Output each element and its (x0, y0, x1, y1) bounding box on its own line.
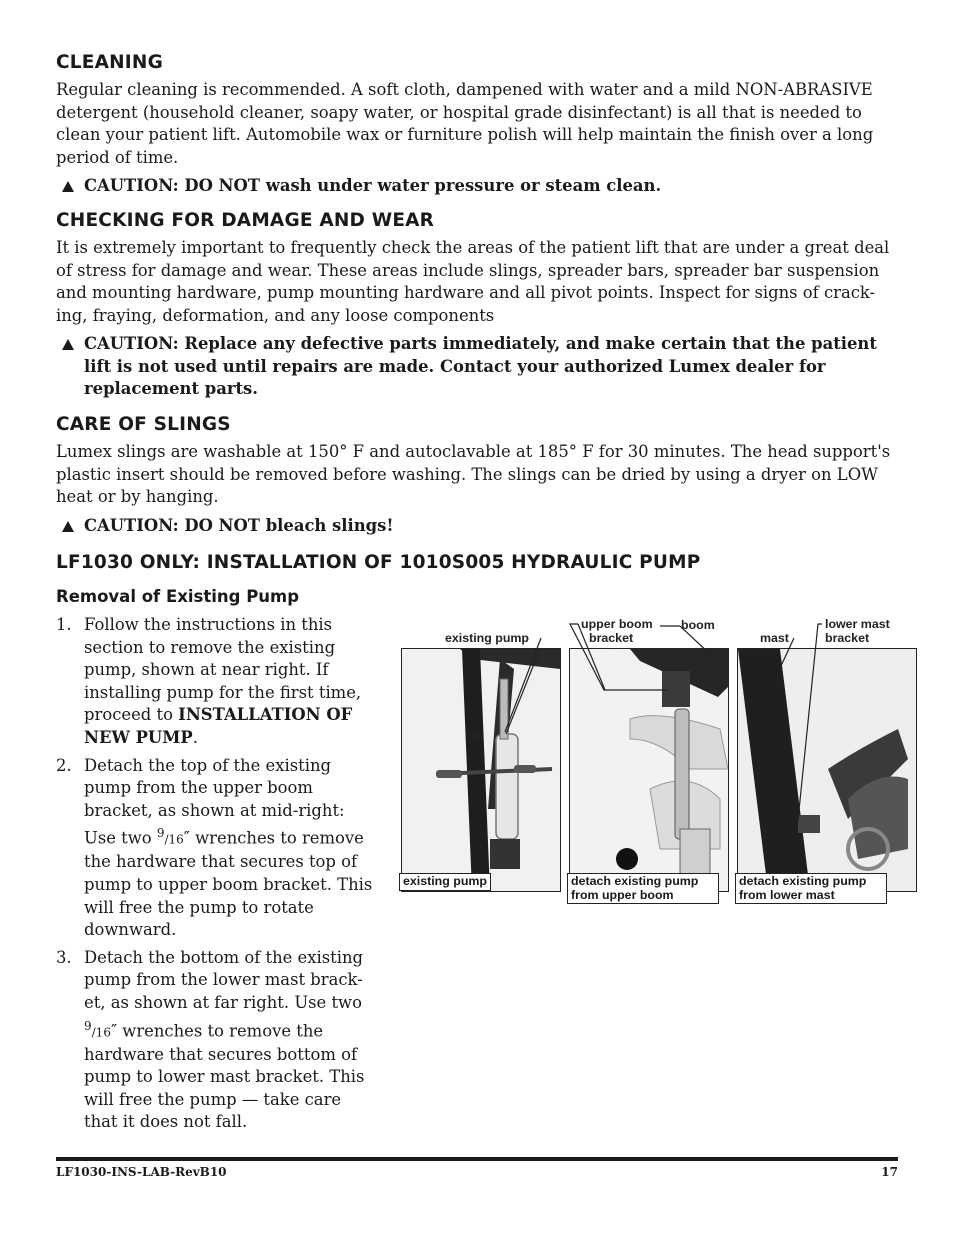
step-text-end: ″ wrenches to remove the hardware that secures bottom of pump to lower mast bracket. This will free the pump — take care that it does not fall. (84, 1021, 365, 1132)
photo2-boom-label: boom (681, 618, 715, 632)
damage-heading: CHECKING FOR DAMAGE AND WEAR (56, 210, 435, 231)
install-heading: LF1030 ONLY: INSTALLATION OF 1010S005 HYDRAULIC PUMP (56, 552, 701, 573)
step-text: Detach the top of the existing pump from the upper boom bracket, as shown at mid-right: Use two (84, 755, 345, 848)
photo2-caption-line1: detach existing pump (571, 874, 699, 888)
step-number: 1. (56, 615, 72, 634)
step-text: Follow the instructions in this section to remove the existing pump, shown at near right. If installing pump for the first time, proceed to (84, 615, 362, 725)
fraction-numerator: 9 (84, 1018, 92, 1033)
fraction-denominator: /16 (91, 1025, 111, 1040)
slings-caution-text: CAUTION: DO NOT bleach slings! (84, 515, 394, 535)
photo1-caption: existing pump (399, 873, 491, 891)
step-text-end: ″ wrenches to remove the hardware that secures top of pump to upper boom bracket. This will free the pump to rotate downward. (84, 828, 373, 940)
step-text: Detach the bottom of the existing pump from the lower mast brack-et, as shown at far right. Use two (84, 947, 364, 1012)
step-number: 3. (56, 947, 72, 967)
step-bold-ref: INSTALLATION OF NEW PUMP (84, 705, 353, 747)
footer-rule (56, 1157, 898, 1161)
photo1-label: existing pump (445, 631, 529, 645)
cleaning-body: Regular cleaning is recommended. A soft cloth, dampened with water and a mild NON-ABRASIVE detergent (household cleaner, soapy water, or hospital grade disinfectant) is all that is needed to clean your patient lift. Automobile wax or furniture polish will help maintain the finish over a long period of time. (56, 80, 874, 167)
footer-page-number: 17 (881, 1165, 898, 1179)
photo3-caption-line2: from lower mast (739, 887, 835, 902)
install-subheading: Removal of Existing Pump (56, 587, 300, 606)
step-text-end: . (192, 727, 198, 747)
photo3-caption-line1: detach existing pump (739, 874, 867, 888)
photo3-mast-label: mast (760, 631, 789, 645)
slings-body: Lumex slings are washable at 150° F and autoclavable at 185° F for 30 minutes. The head support's plastic insert should be removed before washing. The slings can be dried by using a dryer on LOW heat or by hanging. (56, 442, 891, 507)
photo2-bracket-label-line2: bracket (589, 631, 634, 645)
slings-heading: CARE OF SLINGS (56, 414, 231, 435)
fraction-numerator: 9 (156, 826, 165, 841)
footer-doc-id: LF1030-INS-LAB-RevB10 (56, 1165, 227, 1179)
photo3-lower-label-line1: lower mast (825, 617, 890, 631)
step-number: 2. (56, 755, 72, 775)
photo2-bracket-label-line1: upper boom (581, 617, 653, 631)
cleaning-caution-text: CAUTION: DO NOT wash under water pressure or steam clean. (84, 176, 662, 196)
photo2-caption-line2: from upper boom (571, 887, 674, 902)
damage-caution-text: CAUTION: Replace any defective parts immediately, and make certain that the patient lift is not used until repairs are made. Contact your authorized Lumex dealer for replacement parts. (84, 334, 877, 399)
cleaning-heading: CLEANING (56, 52, 163, 73)
photo3-lower-label-line2: bracket (825, 631, 870, 645)
damage-body: It is extremely important to frequently check the areas of the patient lift that are under a great deal of stress for damage and wear. These areas include slings, spreader bars, spreader bar suspension and mounting hardware, pump mounting hardware and all pivot points. Inspect for signs of crack-ing, fraying, deformation, and any loose components (56, 238, 890, 325)
fraction-denominator: /16 (164, 832, 184, 847)
